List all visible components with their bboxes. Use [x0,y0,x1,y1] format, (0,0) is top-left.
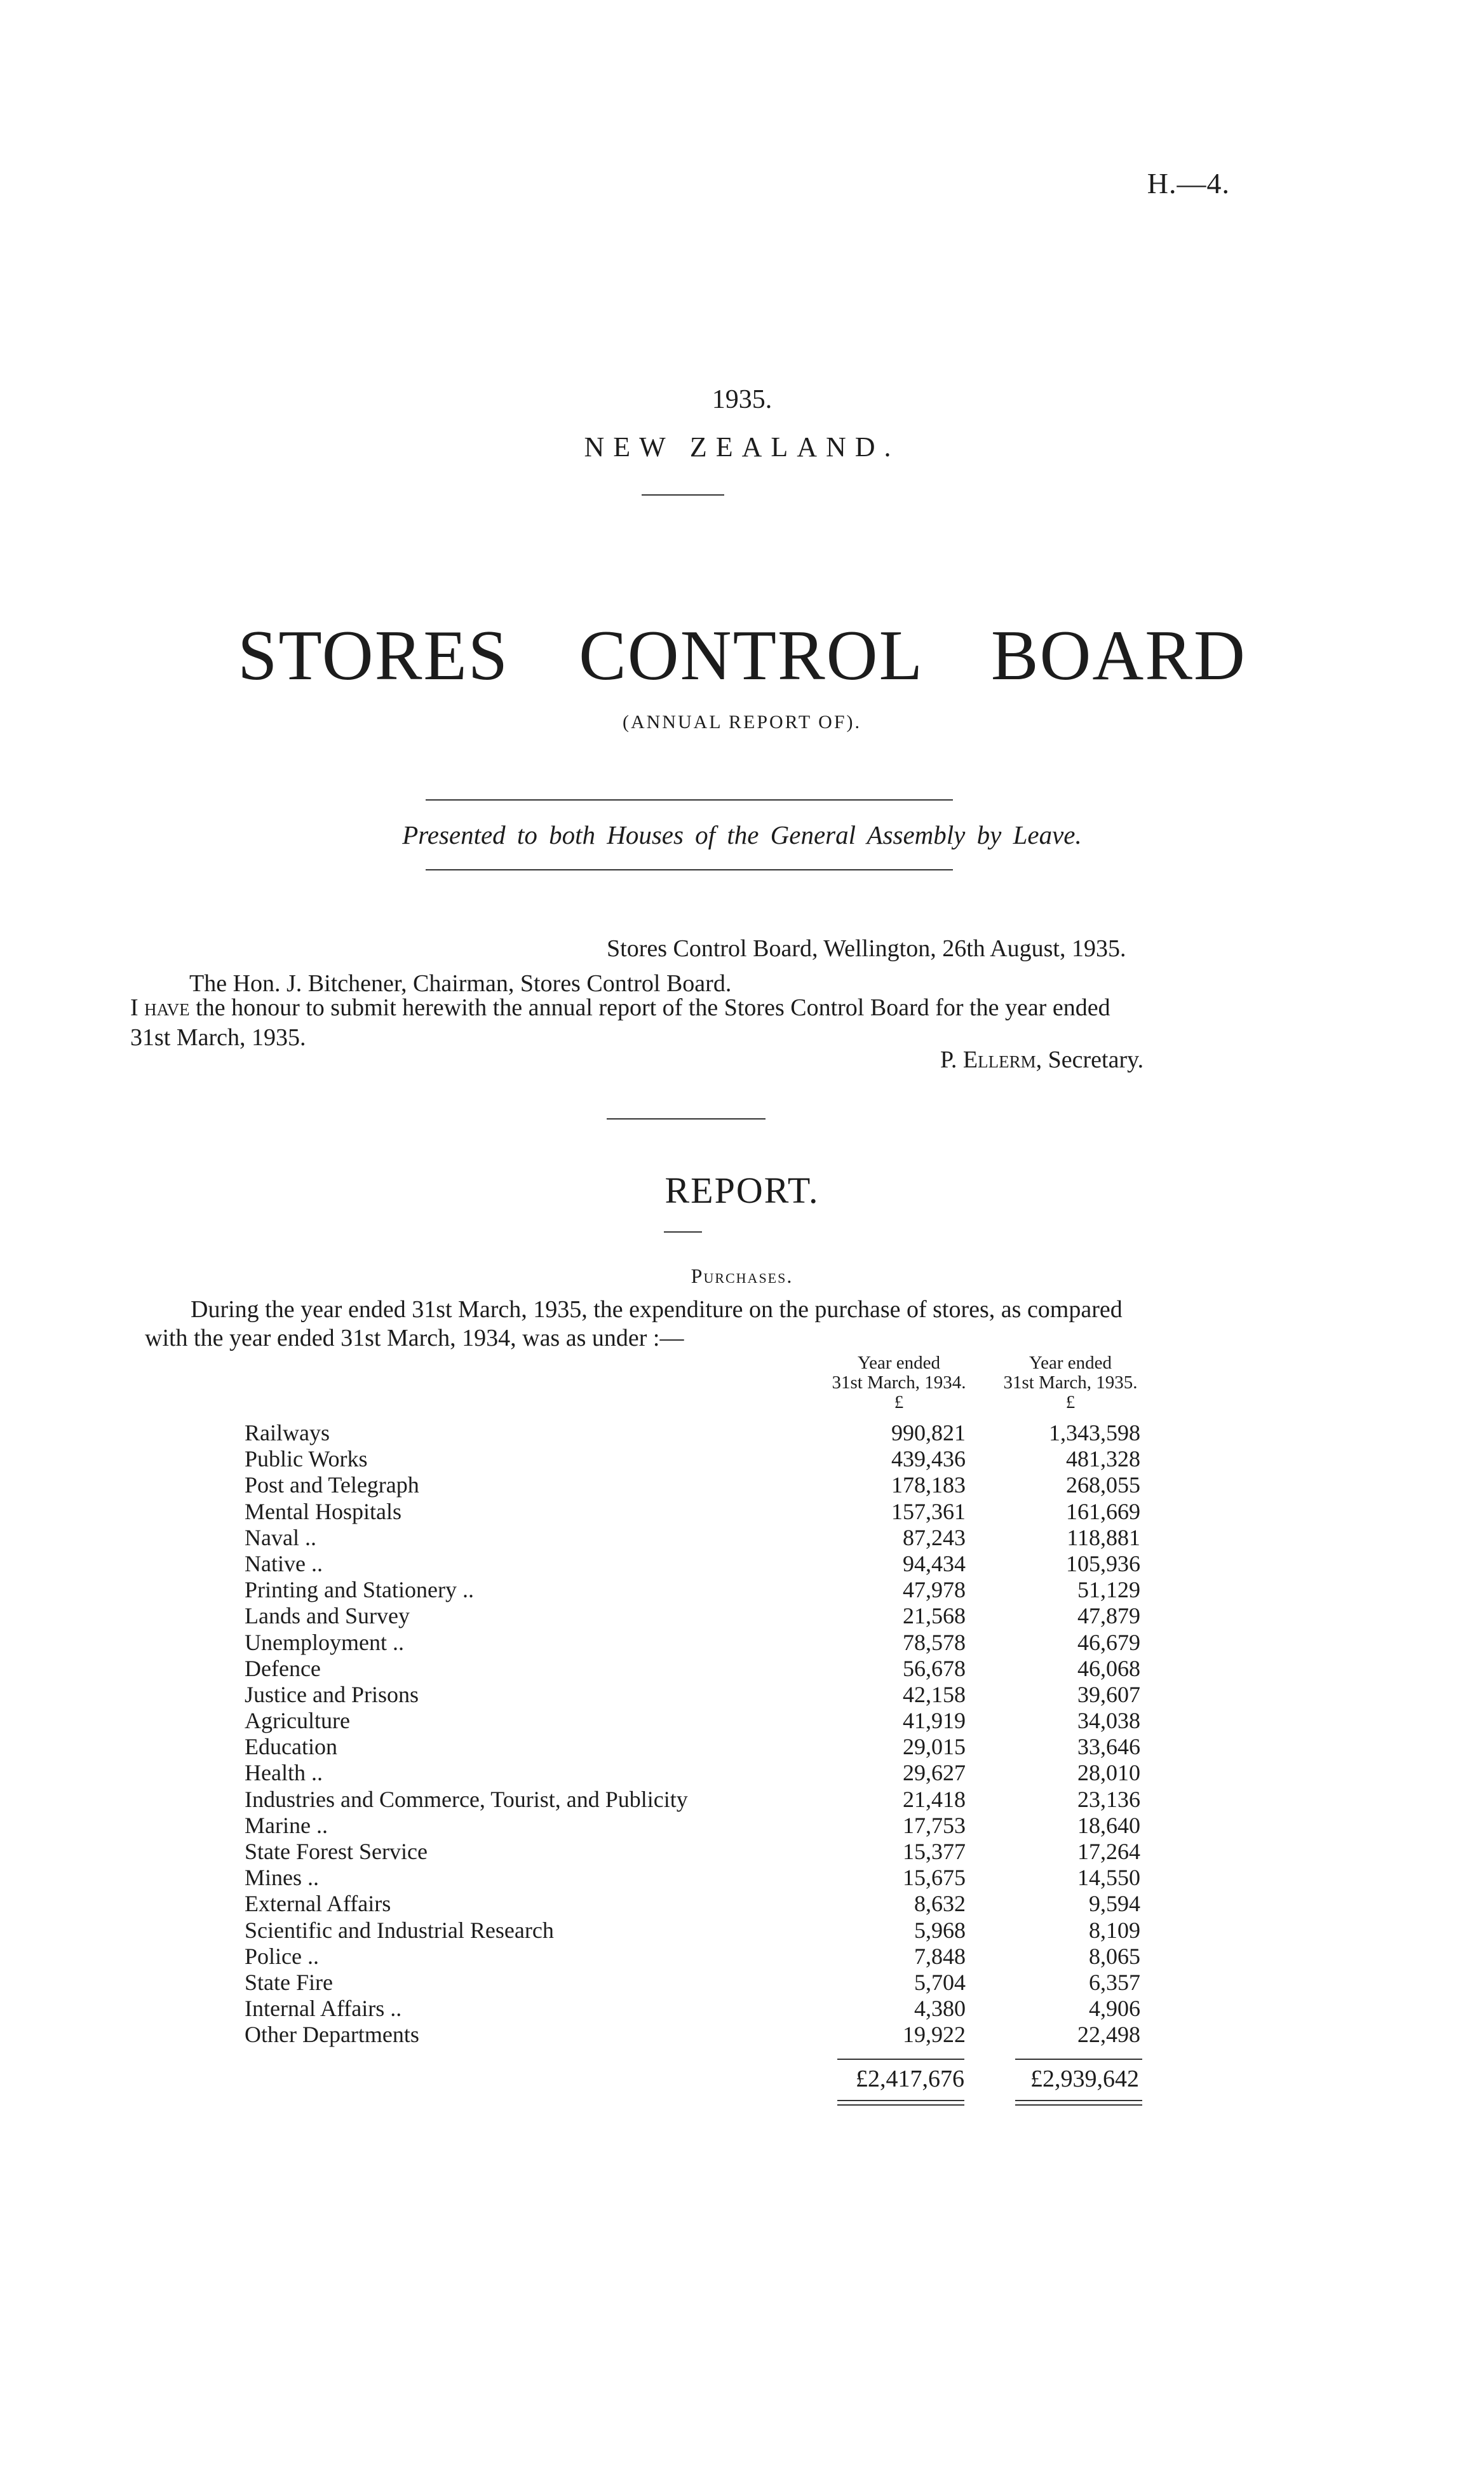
table-row [245,1446,1172,1472]
value-1935: 9,594 [1089,1891,1140,1917]
value-1935: 28,010 [1077,1760,1140,1786]
row-label: Mines .. [245,1865,319,1891]
value-1934: 157,361 [891,1498,966,1524]
letter-signature [940,1045,1143,1075]
divider [607,1118,766,1120]
value-1934: 439,436 [891,1446,966,1472]
report-heading: REPORT. [664,1170,820,1211]
row-label: Agriculture [245,1708,350,1734]
table-row [245,1944,1172,1970]
row-label: Unemployment .. [245,1629,404,1655]
value-1935: 8,065 [1089,1943,1140,1969]
value-1934: 8,632 [914,1891,966,1917]
value-1934: 17,753 [903,1812,966,1838]
value-1934: 5,704 [914,1969,966,1995]
value-1935: 268,055 [1066,1472,1140,1498]
divider [642,494,724,496]
table-row [245,1577,1172,1603]
value-1934: 41,919 [903,1708,966,1734]
table-row [245,1734,1172,1760]
value-1935: 161,669 [1066,1498,1140,1524]
row-label: Lands and Survey [245,1603,410,1629]
document-year: 1935. [712,385,772,414]
intro-line1: During the year ended 31st March, 1935, the expenditure on the purchase of stores, as compared [191,1296,1123,1323]
purchases-table [245,1420,1172,2048]
table-row [245,1813,1172,1839]
divider [426,799,953,801]
table-row [245,2022,1172,2048]
total-double-rule-1934 [837,2100,964,2106]
value-1934: 178,183 [891,1472,966,1498]
value-1934: 94,434 [903,1550,966,1576]
table-row [245,1420,1172,1446]
letter-body-line1: the honour to submit herewith the annual report of the Stores Control Board for the year ended [196,994,1110,1021]
value-1934: 47,978 [903,1577,966,1603]
row-label: Native .. [245,1550,323,1576]
table-row [245,1760,1172,1786]
divider [426,869,953,870]
row-label: Marine .. [245,1812,328,1838]
value-1934: 29,015 [903,1734,966,1760]
col1-line2: 31st March, 1934. [832,1372,966,1393]
value-1935: 18,640 [1077,1812,1140,1838]
table-row [245,1891,1172,1917]
value-1934: 87,243 [903,1524,966,1550]
value-1934: 990,821 [891,1420,966,1445]
table-row [245,1970,1172,1996]
row-label: Health .. [245,1760,323,1786]
row-label: Railways [245,1420,330,1445]
value-1934: 19,922 [903,2022,966,2048]
letter-place-date: Stores Control Board, Wellington, 26th August, 1935. [607,935,1126,962]
page-title: STORES CONTROL BOARD [238,616,1246,695]
value-1934: 15,377 [903,1839,966,1864]
table-row [245,1656,1172,1682]
table-row [245,1499,1172,1525]
row-label: Education [245,1734,337,1760]
value-1934: 42,158 [903,1681,966,1707]
table-row [245,1603,1172,1629]
value-1935: 8,109 [1089,1917,1140,1943]
value-1935: 14,550 [1077,1865,1140,1891]
total-rule-1934 [837,2059,964,2060]
letter-addressee: The Hon. J. Bitchener, Chairman, Stores Control Board. [189,970,732,997]
value-1935: 118,881 [1067,1524,1140,1550]
intro-line2: with the year ended 31st March, 1934, was as under :— [145,1325,684,1351]
value-1935: 481,328 [1066,1446,1140,1472]
total-rule-1935 [1015,2059,1142,2060]
country-heading: NEW ZEALAND. [584,431,900,463]
col2-unit: £ [1065,1392,1076,1412]
column-header-1934 [816,1353,981,1412]
row-label: Naval .. [245,1524,316,1550]
value-1935: 4,906 [1089,1996,1140,2022]
value-1935: 6,357 [1089,1969,1140,1995]
col1-line1: Year ended [858,1353,940,1373]
signature-name: P. Ellerm, [940,1046,1042,1073]
value-1935: 33,646 [1077,1734,1140,1760]
page-subtitle: (ANNUAL REPORT OF). [622,712,862,733]
row-label: State Forest Service [245,1839,428,1864]
value-1935: 23,136 [1077,1786,1140,1812]
column-header-1935 [988,1353,1153,1412]
col1-unit: £ [894,1392,904,1412]
total-1935: £2,939,642 [1030,2066,1139,2092]
value-1935: 39,607 [1077,1681,1140,1707]
table-row [245,1787,1172,1813]
value-1935: 34,038 [1077,1708,1140,1734]
value-1935: 17,264 [1077,1839,1140,1864]
table-row [245,1682,1172,1708]
document-reference: H.—4. [1147,167,1230,200]
row-label: Other Departments [245,2022,419,2048]
row-label: Defence [245,1655,321,1681]
table-row [245,1708,1172,1734]
value-1935: 1,343,598 [1049,1420,1140,1445]
value-1935: 22,498 [1077,2022,1140,2048]
row-label: Scientific and Industrial Research [245,1917,554,1943]
table-row [245,1839,1172,1865]
total-1934: £2,417,676 [856,2066,964,2092]
value-1935: 46,679 [1077,1629,1140,1655]
divider [664,1231,702,1233]
col2-line2: 31st March, 1935. [1003,1372,1138,1393]
table-row [245,1525,1172,1551]
table-row [245,1551,1172,1577]
value-1935: 47,879 [1077,1603,1140,1629]
total-double-rule-1935 [1015,2100,1142,2106]
letter-body-line2: 31st March, 1935. [130,1024,306,1051]
value-1934: 78,578 [903,1629,966,1655]
row-label: Printing and Stationery .. [245,1577,474,1603]
value-1934: 29,627 [903,1760,966,1786]
value-1934: 56,678 [903,1655,966,1681]
presented-line: Presented to both Houses of the General Assembly by Leave. [402,820,1082,849]
table-row [245,1865,1172,1891]
row-label: Industries and Commerce, Tourist, and Publicity [245,1786,688,1812]
value-1934: 7,848 [914,1943,966,1969]
section-heading: Purchases. [691,1264,793,1287]
row-label: State Fire [245,1969,333,1995]
signature-title: Secretary. [1048,1046,1144,1073]
row-label: External Affairs [245,1891,391,1917]
value-1934: 5,968 [914,1917,966,1943]
row-label: Public Works [245,1446,368,1472]
row-label: Police .. [245,1943,319,1969]
table-row [245,1630,1172,1656]
letter-body [130,993,1248,1023]
value-1934: 21,418 [903,1786,966,1812]
value-1934: 4,380 [914,1996,966,2022]
row-label: Internal Affairs .. [245,1996,402,2022]
value-1934: 15,675 [903,1865,966,1891]
table-row [245,1996,1172,2022]
row-label: Justice and Prisons [245,1681,419,1707]
value-1935: 105,936 [1066,1550,1140,1576]
table-row [245,1472,1172,1498]
value-1935: 51,129 [1077,1577,1140,1603]
row-label: Mental Hospitals [245,1498,401,1524]
value-1935: 46,068 [1077,1655,1140,1681]
row-label: Post and Telegraph [245,1472,419,1498]
letter-opening: I have [130,994,190,1021]
col2-line1: Year ended [1029,1353,1112,1373]
table-row [245,1918,1172,1944]
value-1934: 21,568 [903,1603,966,1629]
